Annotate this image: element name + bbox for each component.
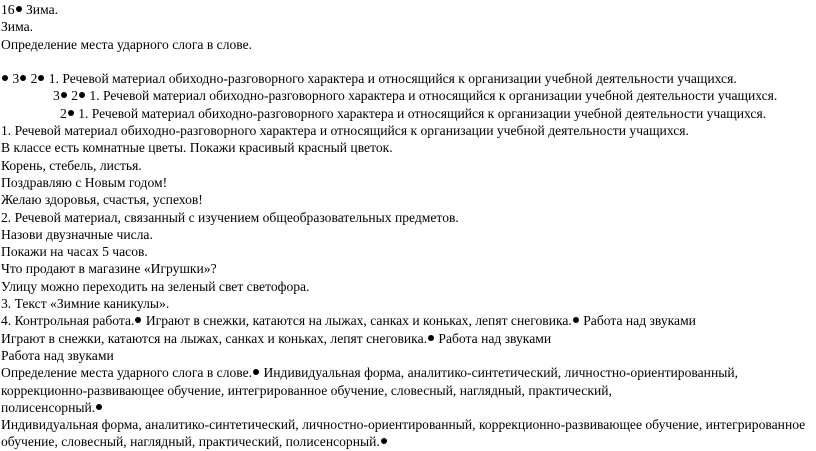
text-line bbox=[1, 278, 816, 295]
body-text: Работа над звуками bbox=[1, 347, 114, 363]
text-line bbox=[1, 226, 816, 243]
bullet-icon bbox=[20, 75, 26, 81]
bullet-icon bbox=[38, 75, 44, 81]
list-line bbox=[1, 87, 816, 104]
body-text: Работа над звуками bbox=[435, 330, 552, 346]
body-text: Покажи на часах 5 часов. bbox=[1, 244, 148, 260]
bullet-icon bbox=[68, 110, 74, 116]
body-text: Назови двузначные числа. bbox=[1, 226, 153, 242]
text-line bbox=[1, 191, 816, 208]
bullet-icon bbox=[2, 75, 8, 81]
heading-text: Зима. bbox=[22, 2, 59, 17]
list-number: 3 bbox=[53, 88, 60, 104]
text-line bbox=[1, 139, 816, 156]
lesson-number: 16 bbox=[1, 2, 15, 17]
bullet-icon bbox=[16, 6, 22, 12]
list-number: 2 bbox=[30, 71, 38, 87]
text-line bbox=[1, 382, 816, 399]
body-text: Играют в снежки, катаются на лыжах, санках и коньках, лепят снеговика. bbox=[142, 313, 572, 329]
body-text: коррекционно-развивающее обучение, интегрированное обучение, словесный, наглядный, практический, bbox=[1, 382, 612, 398]
body-text: полисенсорный. bbox=[1, 399, 96, 415]
bullet-icon bbox=[573, 317, 579, 323]
text-line bbox=[1, 312, 816, 329]
heading-line bbox=[1, 1, 816, 18]
body-text: Индивидуальная форма, аналитико-синтетический, личностно-ориентированный, коррекционно-развивающее обучение, интегрированное bbox=[1, 417, 806, 433]
text-line bbox=[1, 399, 816, 416]
body-text: 3. Текст «Зимние каникулы». bbox=[1, 296, 170, 312]
body-text: Определение места ударного слога в слове. bbox=[1, 365, 253, 381]
body-text: Желаю здоровья, счастья, успехов! bbox=[1, 192, 203, 208]
body-text: 2. Речевой материал, связанный с изучением общеобразовательных предметов. bbox=[1, 209, 459, 225]
list-text: 1. Речевой материал обиходно-разговорного характера и относящийся к организации учебной деятельности учащихся. bbox=[74, 105, 767, 121]
text-line bbox=[1, 295, 816, 312]
text-line bbox=[1, 209, 816, 226]
text-line bbox=[1, 157, 816, 174]
list-line bbox=[1, 70, 816, 87]
text-line bbox=[1, 330, 816, 347]
text-line bbox=[1, 347, 816, 364]
list-text: 1. Речевой материал обиходно-разговорного характера и относящийся к организации учебной деятельности учащихся. bbox=[86, 88, 778, 104]
bullet-icon bbox=[79, 92, 85, 98]
text-line bbox=[1, 174, 816, 191]
goal-text: Определение места ударного слога в слове. bbox=[1, 36, 253, 52]
body-text: Работа над звуками bbox=[579, 313, 696, 329]
list-number: 3 bbox=[12, 71, 20, 87]
text-line bbox=[1, 122, 816, 139]
goal-line bbox=[1, 36, 816, 53]
bullet-icon bbox=[96, 404, 102, 410]
blank-line bbox=[1, 53, 816, 70]
list-text: 1. Речевой материал обиходно-разговорного характера и относящийся к организации учебной деятельности учащихся. bbox=[45, 71, 737, 87]
topic-line bbox=[1, 18, 816, 35]
text-line bbox=[1, 243, 816, 260]
bullet-icon bbox=[381, 438, 387, 444]
bullet-icon bbox=[61, 92, 67, 98]
body-text: обучение, словесный, наглядный, практический, полисенсорный. bbox=[1, 434, 380, 450]
body-text: Улицу можно переходить на зеленый свет светофора. bbox=[1, 278, 310, 294]
body-text: 1. Речевой материал обиходно-разговорного характера и относящийся к организации учебной деятельности учащихся. bbox=[1, 123, 689, 139]
body-text: Индивидуальная форма, аналитико-синтетический, личностно-ориентированный, bbox=[260, 365, 739, 381]
body-text: Что продают в магазине «Игрушки»? bbox=[1, 261, 217, 277]
list-number: 2 bbox=[71, 88, 78, 104]
body-text: Поздравляю с Новым годом! bbox=[1, 174, 168, 190]
text-line bbox=[1, 416, 816, 433]
body-text: Играют в снежки, катаются на лыжах, санках и коньках, лепят снеговика. bbox=[1, 330, 427, 346]
text-line bbox=[1, 433, 816, 450]
body-text: Корень, стебель, листья. bbox=[1, 157, 142, 173]
list-line bbox=[1, 105, 816, 122]
bullet-icon bbox=[253, 369, 259, 375]
list-number: 2 bbox=[60, 105, 67, 121]
body-text: 4. Контрольная работа. bbox=[1, 313, 135, 329]
bullet-icon bbox=[428, 335, 434, 341]
text-line bbox=[1, 260, 816, 277]
topic-text: Зима. bbox=[1, 19, 34, 35]
bullet-icon bbox=[135, 317, 141, 323]
body-text: В классе есть комнатные цветы. Покажи красивый красный цветок. bbox=[1, 140, 393, 156]
text-line bbox=[1, 364, 816, 381]
